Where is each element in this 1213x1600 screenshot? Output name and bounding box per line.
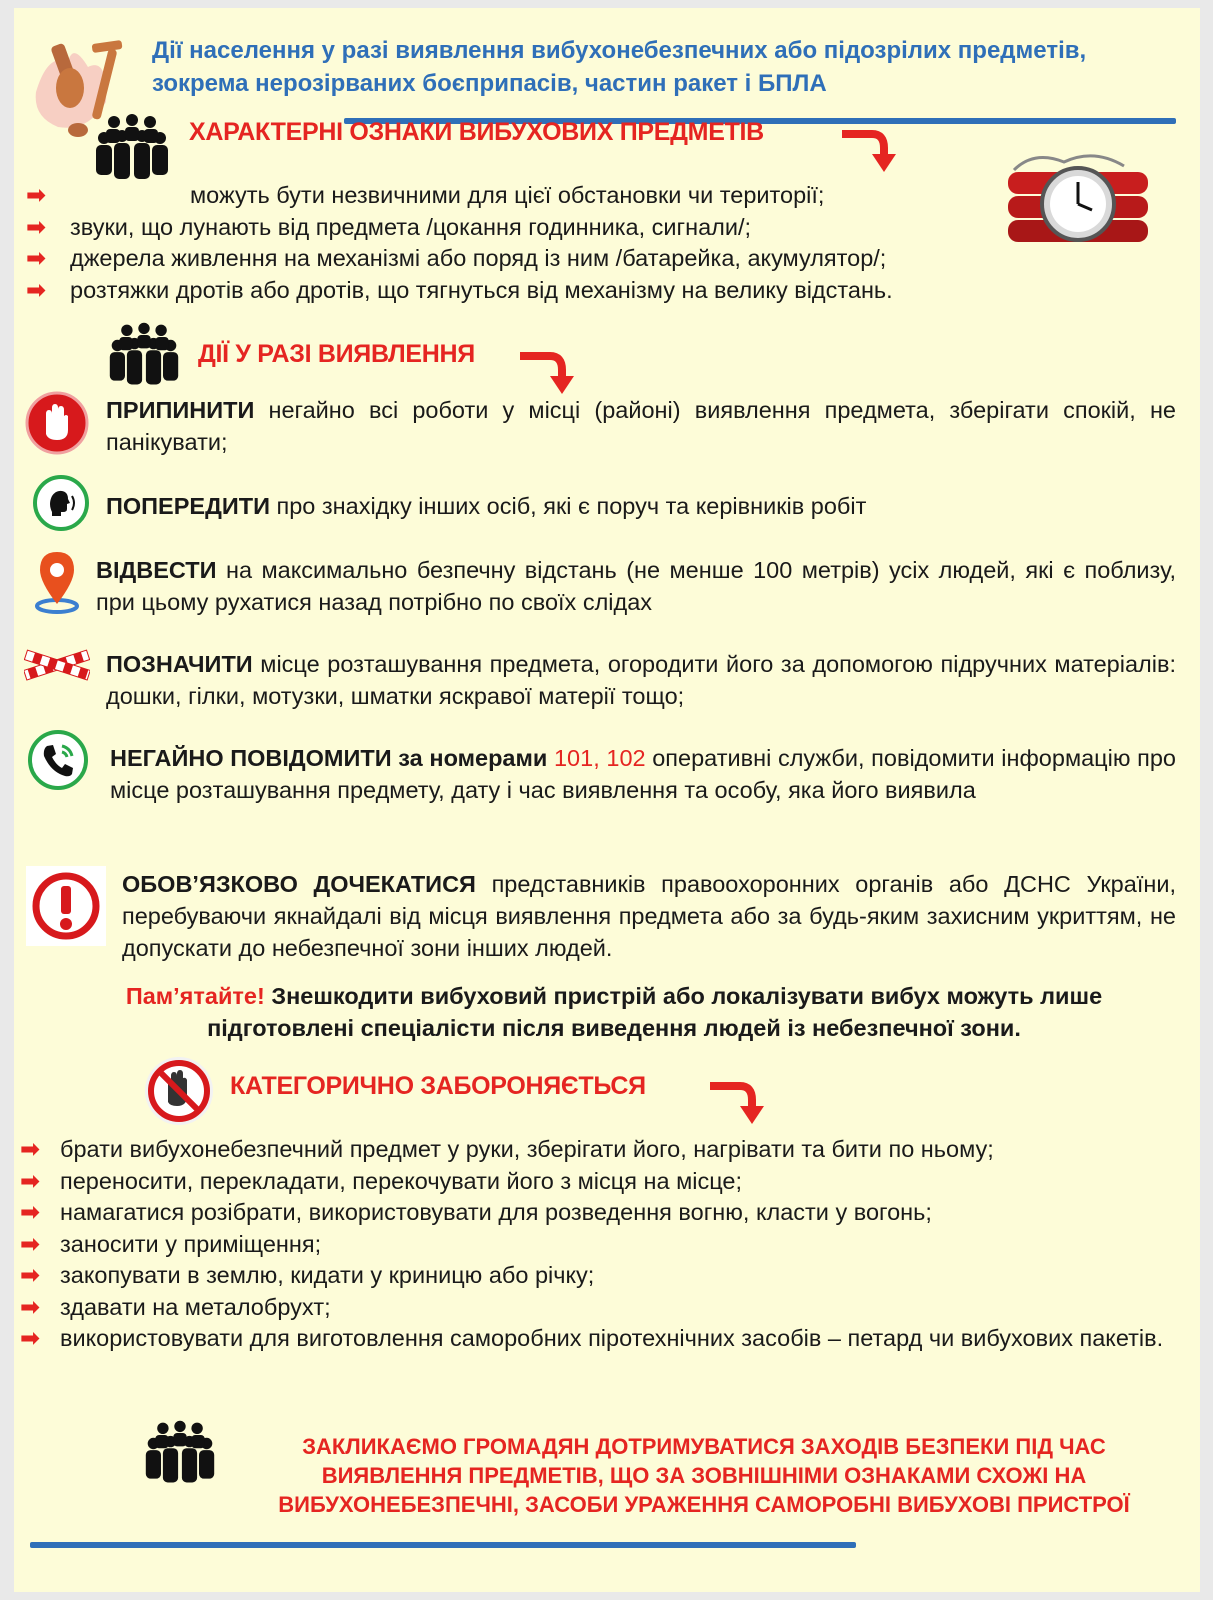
dynamite-clock-icon xyxy=(1004,148,1154,248)
crowd-icon xyxy=(142,1418,218,1488)
red-arrow-icon: ➡ xyxy=(20,1136,41,1163)
list-item: ➡ брати вибухонебезпечний предмет у руки, зберігати його, нагрівати та бити по ньому; xyxy=(18,1134,1180,1166)
signs-heading: ХАРАКТЕРНІ ОЗНАКИ ВИБУХОВИХ ПРЕДМЕТІВ xyxy=(189,118,764,146)
red-arrow-icon: ➡ xyxy=(20,1325,41,1352)
forbidden-heading: КАТЕГОРИЧНО ЗАБОРОНЯЄТЬСЯ xyxy=(230,1072,646,1100)
list-item: ➡ закопувати в землю, кидати у криницю або річку; xyxy=(18,1260,1180,1292)
appeal-text: ЗАКЛИКАЄМО ГРОМАДЯН ДОТРИМУВАТИСЯ ЗАХОДІВ БЕЗПЕКИ ПІД ЧАС ВИЯВЛЕННЯ ПРЕДМЕТІВ, ЩО ЗА ЗОВНІШНІМИ ОЗНАКАМИ СХОЖІ НА ВИБУХОНЕБЕЗПЕЧНІ, ЗАСОБИ УРАЖЕННЯ САМОРОБНІ ВИБУХОВІ ПРИСТРОЇ xyxy=(278,1434,1130,1517)
warning-icon xyxy=(26,866,106,946)
red-arrow-icon: ➡ xyxy=(26,245,47,272)
remember-note: Пам’ятайте! Знешкодити вибуховий пристрій або локалізувати вибух можуть лише підготовлені спеціалісти після виведення людей із небезпечної зони. xyxy=(125,983,1103,1041)
action-evacuate: ВІДВЕСТИ на максимально безпечну відстань (не менше 100 метрів) усіх людей, які є поблизу, при цьому рухатися назад потрібно по своїх слідах xyxy=(96,557,1176,615)
signs-list xyxy=(24,180,893,306)
curved-arrow-icon xyxy=(518,348,576,396)
list-item: ➡ намагатися розібрати, використовувати для розведення вогню, класти у вогонь; xyxy=(18,1197,1180,1229)
speaker-icon xyxy=(32,474,90,532)
curved-arrow-icon xyxy=(708,1078,766,1126)
action-wait: ОБОВ’ЯЗКОВО ДОЧЕКАТИСЯ представників правоохоронних органів або ДСНС України, перебуваючи якнайдалі від місця виявлення предмета або за будь-яким захисним укриттям, не допускати до небезпечної зони інших людей. xyxy=(122,871,1176,961)
list-item: ➡ джерела живлення на механізмі або поряд із ним /батарейка, акумулятор/; xyxy=(24,243,893,275)
red-arrow-icon: ➡ xyxy=(20,1293,41,1321)
barrier-tape-icon xyxy=(24,644,90,688)
red-arrow-icon: ➡ xyxy=(26,213,47,241)
page-title: Дії населення у разі виявлення вибухонебезпечних або підозрілих предметів, зокрема нерозірваних боєприпасів, частин ракет і БПЛА xyxy=(152,37,1087,97)
action-warn: ПОПЕРЕДИТИ про знахідку інших осіб, які є поруч та керівників робіт xyxy=(106,493,867,519)
red-arrow-icon: ➡ xyxy=(26,276,47,304)
curved-arrow-icon xyxy=(840,126,898,174)
action-stop: ПРИПИНИТИ негайно всі роботи у місці (районі) виявлення предмета, зберігати спокій, не панікувати; xyxy=(106,397,1176,455)
list-item: ➡ можуть бути незвичними для цієї обстановки чи території; xyxy=(24,180,893,212)
actions-heading: ДІЇ У РАЗІ ВИЯВЛЕННЯ xyxy=(198,340,475,368)
list-item: ➡ здавати на металобрухт; xyxy=(18,1292,1180,1324)
location-pin-icon xyxy=(30,548,84,614)
crowd-icon xyxy=(92,112,172,184)
red-arrow-icon: ➡ xyxy=(20,1199,41,1226)
phone-icon xyxy=(26,728,90,792)
list-item: ➡ переносити, перекладати, перекочувати його з місця на місце; xyxy=(18,1166,1180,1198)
crowd-icon xyxy=(106,320,182,390)
red-arrow-icon: ➡ xyxy=(20,1230,41,1258)
red-arrow-icon: ➡ xyxy=(20,1262,41,1289)
list-item: ➡ звуки, що лунають від предмета /цокання годинника, сигнали/; xyxy=(24,212,893,244)
stop-hand-icon xyxy=(24,390,90,456)
red-arrow-icon: ➡ xyxy=(20,1167,41,1195)
emergency-numbers: 101, 102 xyxy=(553,745,646,771)
forbidden-list xyxy=(18,1134,1180,1355)
footer-divider xyxy=(30,1542,856,1548)
list-item: ➡ використовувати для виготовлення саморобних піротехнічних засобів – петард чи вибухових пакетів. xyxy=(18,1323,1180,1355)
action-mark: ПОЗНАЧИТИ місце розташування предмета, огородити його за допомогою підручних матеріалів: дошки, гілки, мотузки, шматки яскравої матерії тощо; xyxy=(106,651,1176,709)
list-item: ➡ заносити у приміщення; xyxy=(18,1229,1180,1261)
red-arrow-icon: ➡ xyxy=(26,182,47,209)
list-item: ➡ розтяжки дротів або дротів, що тягнуться від механізму на велику відстань. xyxy=(24,275,893,307)
action-report: НЕГАЙНО ПОВІДОМИТИ за номерами 101, 102 оперативні служби, повідомити інформацію про місце розташування предмету, дату і час виявлення та особу, яка його виявила xyxy=(110,745,1176,803)
leaflet-page xyxy=(14,8,1200,1592)
no-touch-icon xyxy=(144,1056,214,1126)
